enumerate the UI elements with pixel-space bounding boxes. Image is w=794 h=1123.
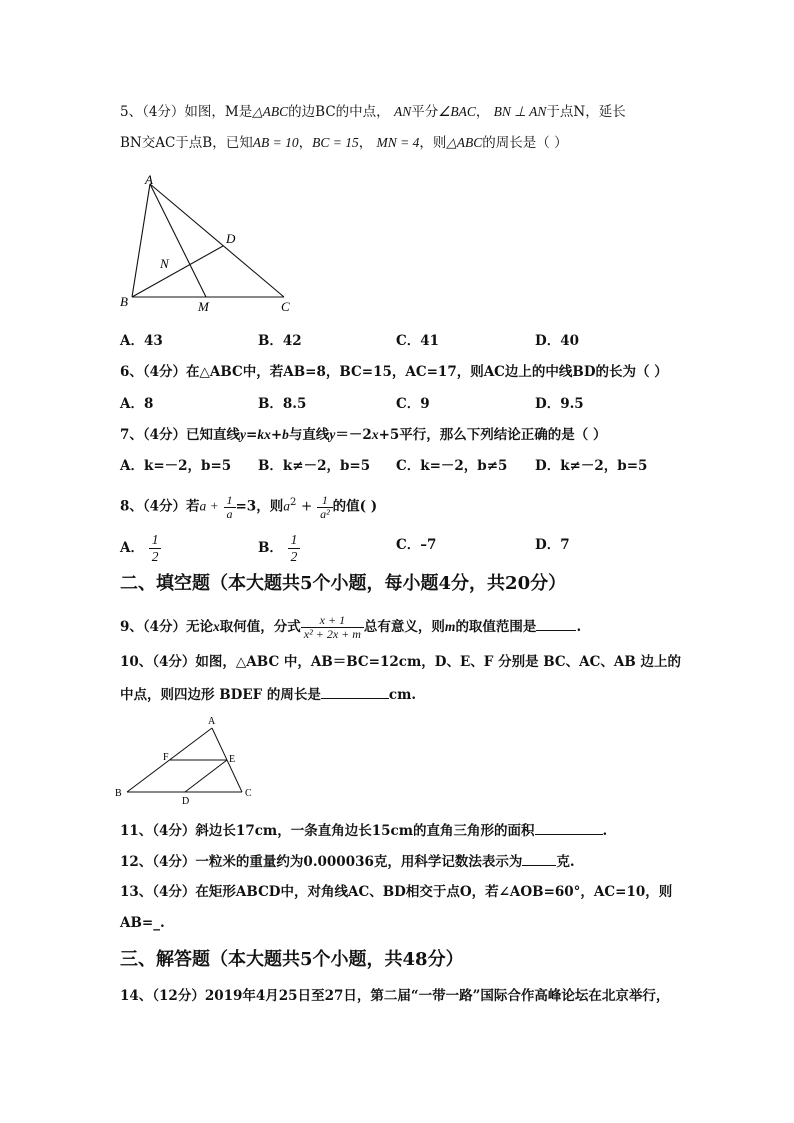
q7-text: 与直线 <box>288 427 330 443</box>
q5-text: BN交AC于点B，已知 <box>120 135 253 151</box>
q5-math: ∠BAC <box>438 104 476 119</box>
fraction-denominator: 2 <box>151 549 159 564</box>
q5-math: BN ⊥ AN <box>493 104 547 119</box>
q5-option-c[interactable]: C．41 <box>396 333 440 349</box>
q7-math: = <box>246 427 258 443</box>
q8-text: =3，则 <box>235 498 284 515</box>
q5-text: 的周长是（ ） <box>482 135 568 151</box>
q10-text: 中点，则四边形 BDEF 的周长是 <box>120 687 321 703</box>
q11-text: . <box>602 823 608 839</box>
question-12 <box>120 851 575 872</box>
label-d: D <box>226 231 236 246</box>
q9-fraction <box>301 614 364 641</box>
q7-math: y <box>329 427 336 442</box>
q5-text: ， <box>298 135 313 151</box>
label-b: B <box>120 294 128 309</box>
q5-math: AB = 10 <box>252 135 299 150</box>
question-7 <box>120 425 606 445</box>
section-2-heading: 二、填空题（本大题共5个小题，每小题4分，共20分） <box>120 573 567 594</box>
q9-text: 总有意义，则 <box>363 619 445 635</box>
fraction-numerator: 1 <box>317 494 333 508</box>
q12-text: 克. <box>556 854 575 870</box>
q6-option-d[interactable]: D．9.5 <box>535 396 584 412</box>
q6-option-a[interactable]: A．8 <box>120 396 154 412</box>
question-13-line-1: 13、（4分）在矩形ABCD中，对角线AC、BD相交于点O，若∠AOB=60°，AC=10，则 <box>120 884 673 900</box>
fraction-denominator: a <box>226 506 233 521</box>
q5-math: BC = 15 <box>312 135 359 150</box>
question-13-line-2: AB=_. <box>120 915 165 931</box>
q9-text: . <box>576 619 582 635</box>
option-letter: A． <box>120 540 144 556</box>
answer-blank[interactable] <box>536 616 576 631</box>
section-3-heading: 三、解答题（本大题共5个小题，共48分） <box>120 949 464 970</box>
label-a: A <box>208 716 216 727</box>
q8-option-a[interactable] <box>120 532 161 565</box>
q5-text: 5、（4分）如图，M是 <box>120 104 253 120</box>
q5-text: ，则 <box>419 135 447 151</box>
question-5-line-1 <box>120 102 626 122</box>
fraction-numerator: x + 1 <box>301 614 364 628</box>
q8-option-d[interactable]: D．7 <box>535 537 570 553</box>
q5-text: ， <box>358 135 373 151</box>
label-f: F <box>163 752 169 763</box>
fraction-denominator: 2 <box>290 549 298 564</box>
q5-math: △ABC <box>446 135 483 150</box>
question-5-line-2 <box>120 133 568 153</box>
answer-blank[interactable] <box>522 851 556 866</box>
q5-option-b[interactable]: B．42 <box>258 333 302 349</box>
q5-math: MN = 4 <box>376 135 420 150</box>
half-fraction <box>149 532 162 565</box>
q8-fraction-1 <box>224 494 236 521</box>
q5-math: △ABC <box>252 104 289 119</box>
q5-text: ， <box>475 104 490 120</box>
label-e: E <box>229 754 236 765</box>
q7-math: b <box>282 427 289 442</box>
q7-option-c[interactable]: C．k=－2，b≠5 <box>396 458 508 474</box>
q5-text: 平分 <box>411 104 439 120</box>
question-14: 14、（12分）2019年4月25日至27日，第二届“一带一路”国际合作高峰论坛在北京举行， <box>120 988 670 1004</box>
q9-text: 9、（4分）无论 <box>120 619 214 635</box>
question-11 <box>120 820 607 841</box>
q7-option-b[interactable]: B．k≠－2，b=5 <box>258 458 371 474</box>
q7-math: y <box>240 427 247 442</box>
q8-option-c[interactable]: C．–7 <box>396 537 437 553</box>
q8-exponent: 2 <box>289 497 297 508</box>
q10-text: cm. <box>388 687 417 703</box>
label-a: A <box>145 172 153 187</box>
question-9 <box>120 608 581 646</box>
q12-text: 12、（4分）一粒米的重量约为0.000036克，用科学记数法表示为 <box>120 854 523 870</box>
q6-option-b[interactable]: B．8.5 <box>258 396 307 412</box>
q9-math: x <box>213 619 220 634</box>
fraction-numerator: 1 <box>288 532 301 549</box>
q9-text: 取何值，分式 <box>219 619 301 635</box>
q7-math: x <box>371 427 379 442</box>
q5-triangle-figure <box>110 168 300 318</box>
bisector-am <box>150 184 206 297</box>
label-n: N <box>160 256 169 271</box>
fraction-numerator: 1 <box>149 532 162 549</box>
answer-blank[interactable] <box>321 684 389 699</box>
q7-text: +5平行，那么下列结论正确的是（ ） <box>378 427 607 443</box>
label-b: B <box>115 788 122 799</box>
side-ac <box>150 184 284 297</box>
q5-math: AN <box>393 104 412 119</box>
segment-bd <box>132 246 223 297</box>
fraction-denominator: a² <box>320 506 330 521</box>
label-m: M <box>198 299 209 314</box>
q5-option-d[interactable]: D．40 <box>535 333 579 349</box>
q5-text: 于点N，延长 <box>546 104 626 120</box>
q7-option-a[interactable]: A．k=－2，b=5 <box>120 458 232 474</box>
q7-math: kx <box>257 427 271 442</box>
q9-text: 的取值范围是 <box>455 619 537 635</box>
q9-math: m <box>444 619 456 634</box>
q8-math: a <box>283 498 290 514</box>
fraction-denominator: x² + 2x + m <box>303 627 361 641</box>
q8-text: 的值( ) <box>332 498 378 515</box>
question-6: 6、（4分）在△ABC中，若AB=8，BC=15，AC=17，则AC边上的中线BD的长为（ ） <box>120 364 668 380</box>
q5-option-a[interactable]: A．43 <box>120 333 163 349</box>
q8-math: + <box>301 498 313 515</box>
segment-de <box>185 760 227 792</box>
label-d: D <box>182 796 190 807</box>
q10-triangle-figure <box>112 712 262 807</box>
half-fraction <box>288 532 301 565</box>
label-c: C <box>281 299 290 314</box>
q8-fraction-2 <box>317 494 333 521</box>
answer-blank[interactable] <box>535 820 603 835</box>
q7-math: ＝－2 <box>335 427 372 443</box>
side-ab <box>132 184 150 297</box>
q7-text: 7、（4分）已知直线 <box>120 427 241 443</box>
question-10-line-1: 10、（4分）如图，△ABC 中，AB＝BC=12cm，D、E、F 分别是 BC、AC、AB 边上的 <box>120 654 681 670</box>
q7-math: + <box>270 427 283 443</box>
q7-option-d[interactable]: D．k≠－2，b=5 <box>535 458 648 474</box>
q11-text: 11、（4分）斜边长17cm，一条直角边长15cm的直角三角形的面积 <box>120 823 535 839</box>
q8-text: 8、（4分）若 <box>120 498 200 515</box>
q8-option-b[interactable] <box>258 532 300 565</box>
q6-option-c[interactable]: C．9 <box>396 396 430 412</box>
question-10-line-2 <box>120 684 416 705</box>
q8-math: a + <box>199 498 219 514</box>
q5-text: 的边BC的中点， <box>288 104 390 120</box>
label-c: C <box>245 788 252 799</box>
fraction-numerator: 1 <box>224 494 236 508</box>
option-letter: B． <box>258 540 283 556</box>
question-8 <box>120 486 377 524</box>
